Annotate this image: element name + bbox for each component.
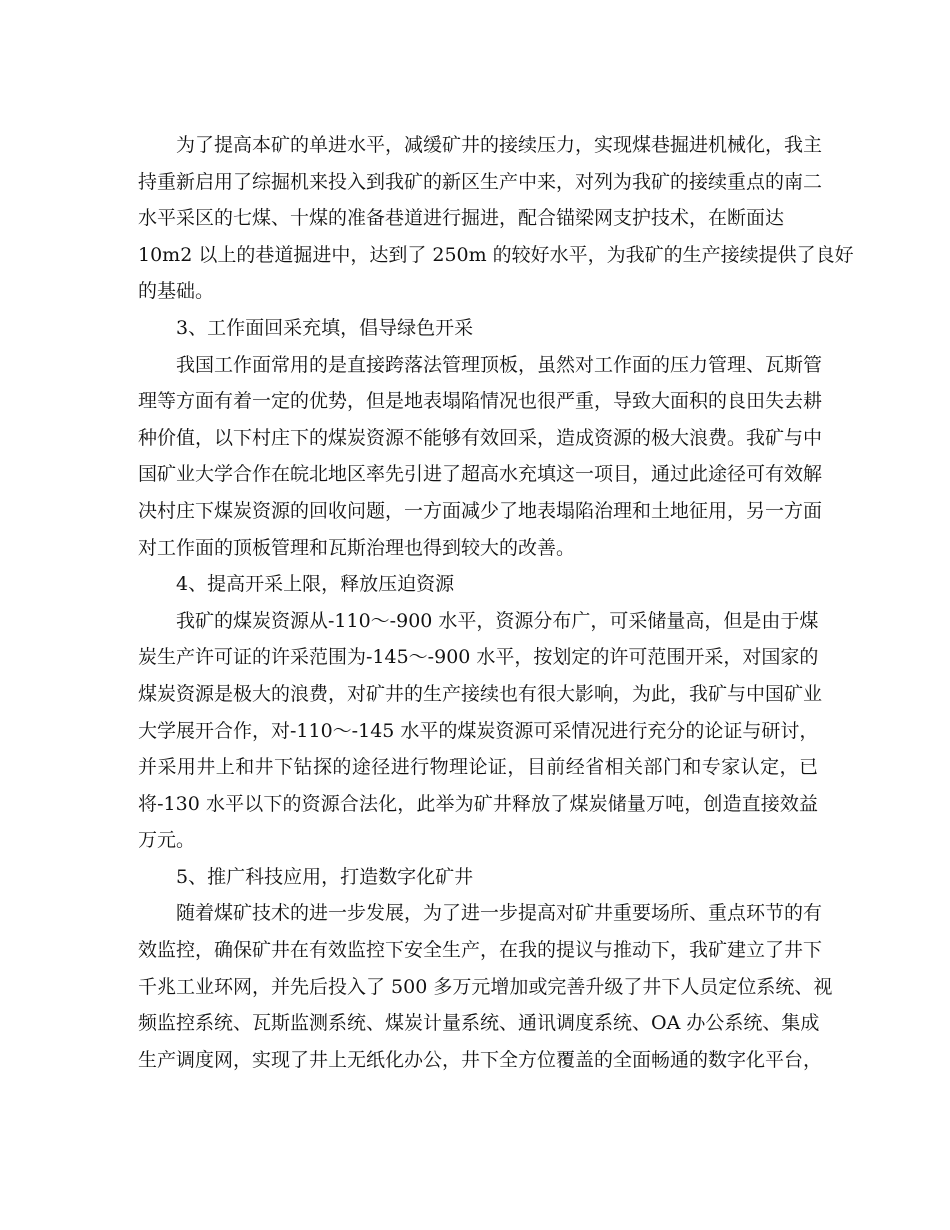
document-body <box>138 127 854 1078</box>
section-heading: 3、工作面回采充填，倡导绿色开采 <box>176 316 474 339</box>
text-line: 千兆工业环网，并先后投入了 500 多万元增加或完善升级了井下人员定位系统、视 <box>138 975 833 998</box>
text-line: 对工作面的顶板管理和瓦斯治理也得到较大的改善。 <box>138 536 576 559</box>
text-line: 我国工作面常用的是直接跨落法管理顶板，虽然对工作面的压力管理、瓦斯管 <box>176 353 823 376</box>
text-line: 大学展开合作，对-110～-145 水平的煤炭资源可采情况进行充分的论证与研讨， <box>138 719 819 742</box>
text-line: 炭生产许可证的许采范围为-145～-900 水平，按划定的许可范围开采，对国家的 <box>138 646 819 669</box>
text-line: 生产调度网，实现了井上无纸化办公，井下全方位覆盖的全面畅通的数字化平台， <box>138 1048 823 1071</box>
text-line: 随着煤矿技术的进一步发展，为了进一步提高对矿井重要场所、重点环节的有 <box>176 902 823 925</box>
text-line: 的基础。 <box>138 280 215 303</box>
section-heading: 4、提高开采上限，释放压迫资源 <box>176 573 455 596</box>
text-line: 为了提高本矿的单进水平，减缓矿井的接续压力，实现煤巷掘进机械化，我主 <box>176 134 823 156</box>
text-line: 国矿业大学合作在皖北地区率先引进了超高水充填这一项目，通过此途径可有效解 <box>138 463 823 486</box>
text-line: 万元。 <box>138 829 196 852</box>
text-line: 决村庄下煤炭资源的回收问题，一方面减少了地表塌陷治理和土地征用，另一方面 <box>138 499 823 522</box>
text-line: 效监控，确保矿井在有效监控下安全生产，在我的提议与推动下，我矿建立了井下 <box>138 939 823 962</box>
section-heading: 5、推广科技应用，打造数字化矿井 <box>176 865 474 888</box>
text-line: 频监控系统、瓦斯监测系统、煤炭计量系统、通讯调度系统、OA 办公系统、集成 <box>138 1012 820 1035</box>
text-line: 种价值，以下村庄下的煤炭资源不能够有效回采，造成资源的极大浪费。我矿与中 <box>138 426 823 449</box>
text-line: 将-130 水平以下的资源合法化，此举为矿井释放了煤炭储量万吨，创造直接效益 <box>138 792 818 815</box>
text-line: 持重新启用了综掘机来投入到我矿的新区生产中来，对列为我矿的接续重点的南二 <box>138 170 823 193</box>
text-line: 我矿的煤炭资源从-110～-900 水平，资源分布广，可采储量高，但是由于煤 <box>176 609 819 632</box>
text-line: 煤炭资源是极大的浪费，对矿井的生产接续也有很大影响，为此，我矿与中国矿业 <box>138 682 823 705</box>
text-line: 并采用井上和井下钻探的途径进行物理论证，目前经省相关部门和专家认定，已 <box>138 756 818 779</box>
text-line: 理等方面有着一定的优势，但是地表塌陷情况也很严重，导致大面积的良田失去耕 <box>138 390 823 413</box>
text-line: 水平采区的七煤、十煤的准备巷道进行掘进，配合锚梁网支护技术，在断面达 <box>138 207 785 230</box>
text-line: 10m2 以上的巷道掘进中，达到了 250m 的较好水平，为我矿的生产接续提供了良好 <box>138 243 854 266</box>
